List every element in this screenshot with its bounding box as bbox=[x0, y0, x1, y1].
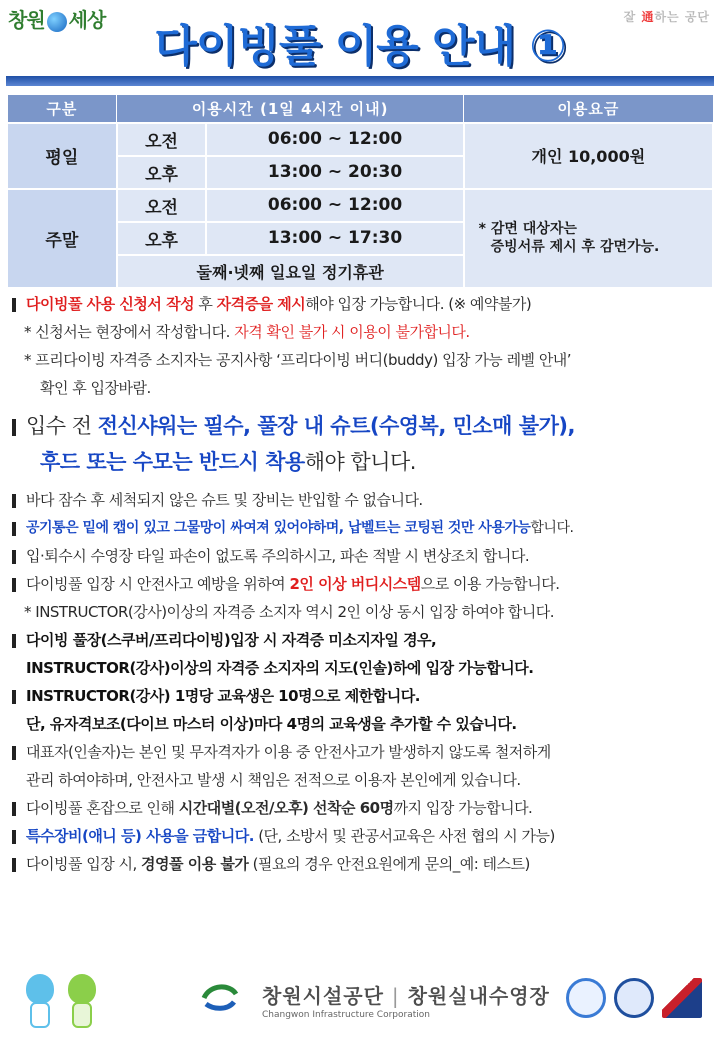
rule-text: 전신샤워는 필수, 풀장 내 슈트(수영복, 민소매 불가), bbox=[97, 414, 575, 438]
rules-list bbox=[12, 290, 716, 878]
weekend-label: 주말 bbox=[7, 189, 117, 288]
slogan-a: 잘 bbox=[623, 10, 642, 24]
list-item bbox=[12, 408, 716, 444]
list-item: 단, 유자격보조(다이브 마스터 이상)마다 4명의 교육생을 추가할 수 있습니다. bbox=[26, 715, 517, 733]
brand-left-a: 창원 bbox=[8, 8, 45, 32]
list-item bbox=[12, 542, 716, 570]
rule-text: 대표자(인솔자)는 본인 및 무자격자가 이용 중 안전사고가 발생하지 않도록 철저하게 bbox=[26, 743, 551, 761]
table-row bbox=[7, 189, 713, 222]
period-cell: 오후 bbox=[117, 156, 207, 189]
period-cell: 오후 bbox=[117, 222, 207, 255]
header-time: 이용시간 (1일 4시간 이내) bbox=[117, 95, 464, 123]
header-divider bbox=[6, 76, 714, 86]
rule-text: 해야 입장 가능합니다. (※ 예약불가) bbox=[305, 295, 532, 313]
list-item: 확인 후 입장바람. bbox=[40, 379, 151, 397]
rule-text: 다이빙풀 사용 신청서 작성 bbox=[26, 295, 195, 313]
rule-text: (필요의 경우 안전요원에게 문의_예: 테스트) bbox=[248, 855, 530, 873]
bullet-bar bbox=[12, 634, 16, 648]
mascot-blue-icon bbox=[22, 974, 58, 1030]
closed-notice: 둘째·넷째 일요일 정기휴관 bbox=[117, 255, 464, 288]
list-item bbox=[12, 486, 716, 514]
list-item bbox=[12, 794, 716, 822]
list-item bbox=[12, 570, 716, 598]
corporation-logo-icon bbox=[200, 980, 240, 1014]
rule-text: 후드 또는 수모는 반드시 착용 bbox=[40, 450, 305, 474]
org-name-b: 창원실내수영장 bbox=[407, 984, 550, 1008]
rule-text: 으로 이용 가능합니다. bbox=[420, 575, 560, 593]
rule-text: 경영풀 이용 불가 bbox=[141, 855, 249, 873]
page-title: 다이빙풀 이용 안내 ① bbox=[154, 21, 566, 72]
bullet-bar bbox=[12, 830, 16, 844]
table-header-row bbox=[7, 95, 713, 123]
rule-text: 후 bbox=[194, 295, 217, 313]
time-cell: 13:00 ~ 17:30 bbox=[206, 222, 463, 255]
list-item: INSTRUCTOR(강사)이상의 자격증 소지자의 지도(인솔)하에 입장 가능합니다. bbox=[26, 659, 534, 677]
org-name-a: 창원시설공단 bbox=[262, 984, 384, 1008]
organization-name bbox=[262, 980, 550, 1009]
rule-text: 합니다. bbox=[530, 520, 574, 536]
rule-text: 다이빙풀 혼잡으로 인해 bbox=[26, 799, 179, 817]
rule-text: INSTRUCTOR(강사) 1명당 교육생은 10명으로 제한합니다. bbox=[26, 687, 420, 705]
list-item bbox=[12, 444, 716, 480]
header-fee: 이용요금 bbox=[464, 95, 713, 123]
period-cell: 오전 bbox=[117, 123, 207, 156]
rule-text: 공기통은 밑에 캡이 있고 그물망이 싸여져 있어야하며, 납벨트는 코팅된 것만 사용가능 bbox=[26, 520, 531, 536]
rule-text: 까지 입장 가능합니다. bbox=[393, 799, 533, 817]
rule-text: * 신청서는 현장에서 작성합니다. bbox=[24, 323, 235, 341]
slogan-b: 하는 공단 bbox=[654, 10, 710, 24]
header bbox=[0, 0, 720, 72]
bullet-bar bbox=[12, 298, 16, 312]
list-item bbox=[12, 822, 716, 850]
list-item bbox=[12, 738, 716, 766]
org-separator: | bbox=[391, 984, 400, 1008]
rule-text: 2인 이상 버디시스템 bbox=[289, 575, 421, 593]
time-cell: 06:00 ~ 12:00 bbox=[206, 123, 463, 156]
footer bbox=[0, 968, 720, 1040]
header-category: 구분 bbox=[7, 95, 117, 123]
fee-cell: 개인 10,000원 bbox=[464, 123, 713, 189]
bullet-bar bbox=[12, 690, 16, 704]
fee-note-line-1: * 감면 대상자는 bbox=[478, 221, 577, 237]
fee-note-line-2: 증빙서류 제시 후 감면가능. bbox=[490, 239, 660, 255]
consumer-badge-icon bbox=[566, 978, 606, 1018]
rule-text: 자격증을 제시 bbox=[216, 295, 306, 313]
list-item bbox=[12, 290, 716, 318]
list-item bbox=[12, 850, 716, 878]
bullet-bar bbox=[12, 522, 16, 536]
list-item: * 프리다이빙 자격증 소지자는 공지사항 ‘프리다이빙 버디(buddy) 입장 가능 레벨 안내’ bbox=[24, 351, 572, 369]
certification-badge-icon bbox=[614, 978, 654, 1018]
bullet-bar bbox=[12, 858, 16, 872]
list-item: * INSTRUCTOR(강사)이상의 자격증 소지자 역시 2인 이상 동시 입장 하여야 합니다. bbox=[24, 603, 555, 621]
fee-note bbox=[464, 189, 713, 288]
bullet-bar bbox=[12, 550, 16, 564]
weekday-label: 평일 bbox=[7, 123, 117, 189]
brand-left-b: 세상 bbox=[68, 8, 106, 32]
rule-text: 시간대별(오전/오후) 선착순 60명 bbox=[178, 799, 394, 817]
list-item: 관리 하여야하며, 안전사고 발생 시 책임은 전적으로 이용자 본인에게 있습니다. bbox=[26, 771, 521, 789]
rule-text: 입수 전 bbox=[26, 414, 98, 438]
rule-text: 바다 잠수 후 세척되지 않은 슈트 및 장비는 반입할 수 없습니다. bbox=[26, 491, 423, 509]
rule-text: 해야 합니다. bbox=[304, 450, 416, 474]
time-cell: 13:00 ~ 20:30 bbox=[206, 156, 463, 189]
list-item bbox=[12, 682, 716, 710]
mascot-green-icon bbox=[64, 974, 100, 1030]
bullet-bar bbox=[12, 746, 16, 760]
rule-text: 다이빙풀 입장 시 안전사고 예방을 위하여 bbox=[26, 575, 290, 593]
period-cell: 오전 bbox=[117, 189, 207, 222]
organization-name-en: Changwon Infrastructure Corporation bbox=[262, 1010, 430, 1020]
bullet-bar bbox=[12, 494, 16, 508]
rule-text: (단, 소방서 및 관공서교육은 사전 협의 시 가능) bbox=[253, 827, 555, 845]
rule-text: 다이빙 풀장(스쿠버/프리다이빙)입장 시 자격증 미소지자일 경우, bbox=[26, 631, 437, 649]
table-row bbox=[7, 123, 713, 156]
list-item bbox=[12, 514, 716, 542]
flag-badge-icon bbox=[662, 978, 702, 1018]
bullet-bar bbox=[12, 419, 16, 436]
schedule-table bbox=[6, 94, 714, 289]
list-item bbox=[12, 318, 716, 346]
rule-text: 자격 확인 불가 시 이용이 불가합니다. bbox=[234, 323, 470, 341]
time-cell: 06:00 ~ 12:00 bbox=[206, 189, 463, 222]
bullet-bar bbox=[12, 802, 16, 816]
rule-text: 특수장비(애니 등) 사용을 금합니다. bbox=[26, 827, 254, 845]
rule-text: 입·퇴수시 수영장 타일 파손이 없도록 주의하시고, 파손 적발 시 변상조치 합니다. bbox=[26, 547, 530, 565]
list-item bbox=[12, 626, 716, 654]
bullet-bar bbox=[12, 578, 16, 592]
slogan-highlight: 通 bbox=[641, 10, 655, 24]
rule-text: 다이빙풀 입장 시, bbox=[26, 855, 142, 873]
